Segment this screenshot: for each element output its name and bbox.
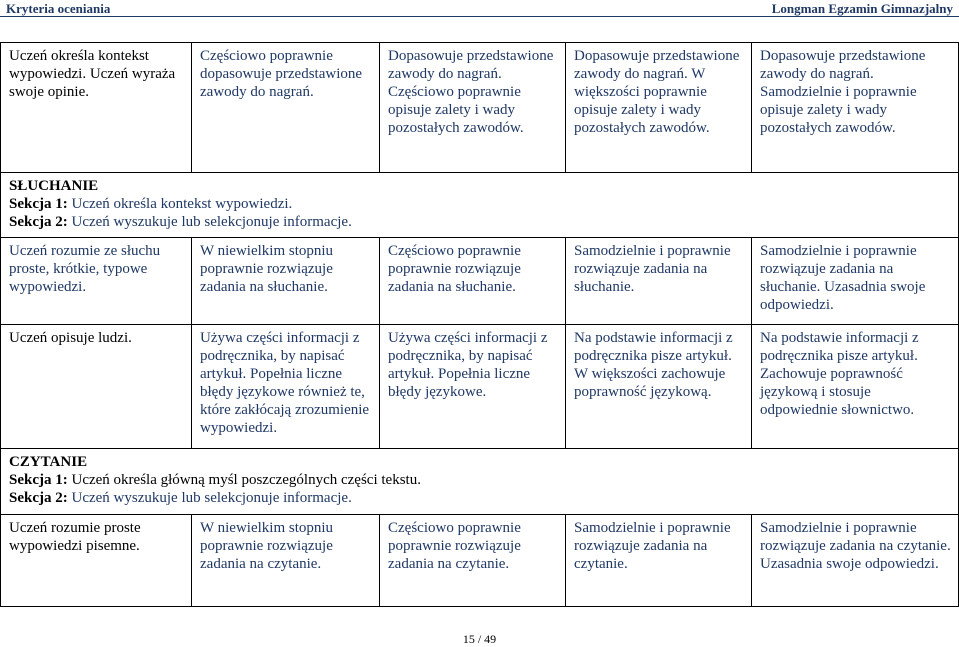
level-cell: Dopasowuje przedstawione zawody do nagrań. W większości poprawnie opisuje zalety i wady pozostałych zawodów. [566, 43, 752, 173]
level-cell: Częściowo poprawnie poprawnie rozwiązuje zadania na czytanie. [380, 515, 566, 607]
section-row [1, 449, 959, 515]
level-cell: Na podstawie informacji z podręcznika pisze artykuł. W większości zachowuje poprawność językową. [566, 325, 752, 449]
header-title-left: Kryteria oceniania [6, 1, 111, 16]
section-line-label: Sekcja 2: [9, 490, 68, 506]
section-line [9, 213, 952, 231]
table-row [1, 43, 959, 173]
level-cell: Samodzielnie i poprawnie rozwiązuje zadania na słuchanie. Uzasadnia swoje odpowiedzi. [752, 238, 959, 325]
header-rule [0, 16, 959, 17]
section-line-text: Uczeń wyszukuje lub selekcjonuje informacje. [67, 214, 352, 230]
page-footer [0, 632, 959, 647]
criterion-cell: Uczeń rozumie proste wypowiedzi pisemne. [1, 515, 192, 607]
rubric-table [0, 42, 959, 607]
level-cell: Częściowo poprawnie poprawnie rozwiązuje zadania na słuchanie. [380, 238, 566, 325]
criterion-cell: Uczeń rozumie ze słuchu proste, krótkie, typowe wypowiedzi. [1, 238, 192, 325]
level-cell: Częściowo poprawnie dopasowuje przedstawione zawody do nagrań. [192, 43, 380, 173]
level-cell: W niewielkim stopniu poprawnie rozwiązuje zadania na czytanie. [192, 515, 380, 607]
level-cell: Dopasowuje przedstawione zawody do nagrań. Samodzielnie i poprawnie opisuje zalety i wady pozostałych zawodów. [752, 43, 959, 173]
section-line-text: Uczeń określa kontekst wypowiedzi. [67, 196, 293, 212]
section-line-label: Sekcja 1: [9, 472, 68, 488]
criterion-cell: Uczeń opisuje ludzi. [1, 325, 192, 449]
criterion-cell: Uczeń określa kontekst wypowiedzi. Uczeń wyraża swoje opinie. [1, 43, 192, 173]
table-row [1, 325, 959, 449]
page-header [0, 0, 959, 18]
level-cell: Na podstawie informacji z podręcznika pisze artykuł. Zachowuje poprawność językową i stosuje odpowiednie słownictwo. [752, 325, 959, 449]
level-cell: Samodzielnie i poprawnie rozwiązuje zadania na czytanie. [566, 515, 752, 607]
section-line-label: Sekcja 1: [9, 196, 68, 212]
page-number: 15 / 49 [462, 632, 497, 646]
header-title-right: Longman Egzamin Gimnazjalny [771, 1, 953, 16]
section-line [9, 489, 952, 507]
section-cell-listening [1, 173, 959, 238]
level-cell: Używa części informacji z podręcznika, by napisać artykuł. Popełnia liczne błędy językowe również te, które zakłócają zrozumienie wypowiedzi. [192, 325, 380, 449]
section-title: CZYTANIE [9, 454, 88, 470]
level-cell: Używa części informacji z podręcznika, by napisać artykuł. Popełnia liczne błędy językowe. [380, 325, 566, 449]
section-line-text: Uczeń określa główną myśl poszczególnych części tekstu. [67, 472, 421, 488]
level-cell: Samodzielnie i poprawnie rozwiązuje zadania na słuchanie. [566, 238, 752, 325]
section-line [9, 471, 952, 489]
table-row [1, 515, 959, 607]
section-row [1, 173, 959, 238]
section-line-label: Sekcja 2: [9, 214, 68, 230]
level-cell: W niewielkim stopniu poprawnie rozwiązuje zadania na słuchanie. [192, 238, 380, 325]
section-line-text: Uczeń wyszukuje lub selekcjonuje informacje. [67, 490, 352, 506]
level-cell: Samodzielnie i poprawnie rozwiązuje zadania na czytanie. Uzasadnia swoje odpowiedzi. [752, 515, 959, 607]
level-cell: Dopasowuje przedstawione zawody do nagrań. Częściowo poprawnie opisuje zalety i wady pozostałych zawodów. [380, 43, 566, 173]
section-title: SŁUCHANIE [9, 178, 99, 194]
section-cell-reading [1, 449, 959, 515]
table-row [1, 238, 959, 325]
section-line [9, 195, 952, 213]
